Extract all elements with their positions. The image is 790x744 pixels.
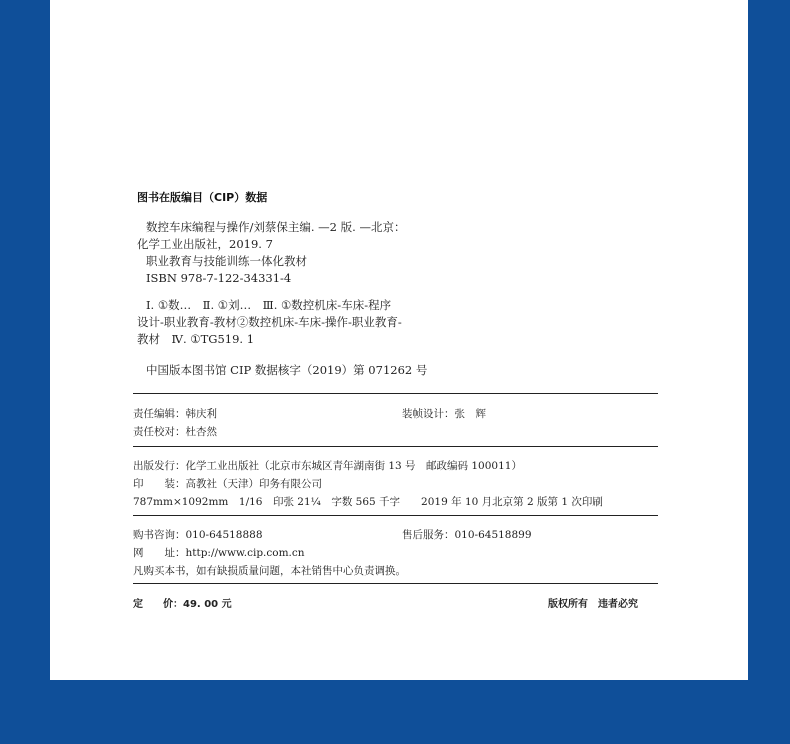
printer-info: 印 装：高教社（天津）印务有限公司 (133, 478, 322, 490)
divider (133, 583, 658, 584)
replacement-notice: 凡购买本书，如有缺损质量问题，本社销售中心负责调换。 (133, 565, 406, 577)
website: 网 址：http://www.cip.com.cn (133, 547, 305, 559)
after-sales-hotline: 售后服务：010-64518899 (402, 529, 532, 541)
cip-line-isbn: ISBN 978-7-122-34331-4 (146, 271, 292, 285)
proofreader: 责任校对：杜杏然 (133, 426, 217, 438)
cip-subject-line: 教材 Ⅳ. ①TG519. 1 (137, 332, 255, 346)
divider (133, 515, 658, 516)
divider (133, 393, 658, 394)
copyright-notice: 版权所有 违者必究 (548, 599, 638, 610)
purchase-hotline: 购书咨询：010-64518888 (133, 529, 263, 541)
cip-line-publisher: 化学工业出版社，2019. 7 (137, 237, 273, 251)
price: 定 价：49. 00 元 (133, 599, 232, 610)
cip-subject-line: 设计-职业教育-教材②数控机床-车床-操作-职业教育- (137, 315, 402, 329)
print-specs: 787mm×1092mm 1/16 印张 21¼ 字数 565 千字 2019 年 10 月北京第 2 版第 1 次印刷 (133, 496, 603, 508)
cip-cn-record: 中国版本图书馆 CIP 数据核字（2019）第 071262 号 (146, 363, 428, 377)
cip-line-title-author: 数控车床编程与操作/刘蔡保主编. —2 版. —北京： (146, 220, 406, 234)
binding-design: 装帧设计：张 辉 (402, 408, 486, 420)
publisher-info: 出版发行：化学工业出版社（北京市东城区青年湖南街 13 号 邮政编码 100011） (133, 460, 522, 472)
copyright-page (50, 0, 748, 680)
divider (133, 446, 658, 447)
cip-block (137, 189, 677, 379)
cip-line-series: 职业教育与技能训练一体化教材 (146, 254, 307, 268)
cip-subject-line: Ⅰ. ①数… Ⅱ. ①刘… Ⅲ. ①数控机床-车床-程序 (146, 298, 392, 312)
responsible-editor: 责任编辑：韩庆利 (133, 408, 217, 420)
cip-title: 图书在版编目（CIP）数据 (137, 191, 268, 204)
